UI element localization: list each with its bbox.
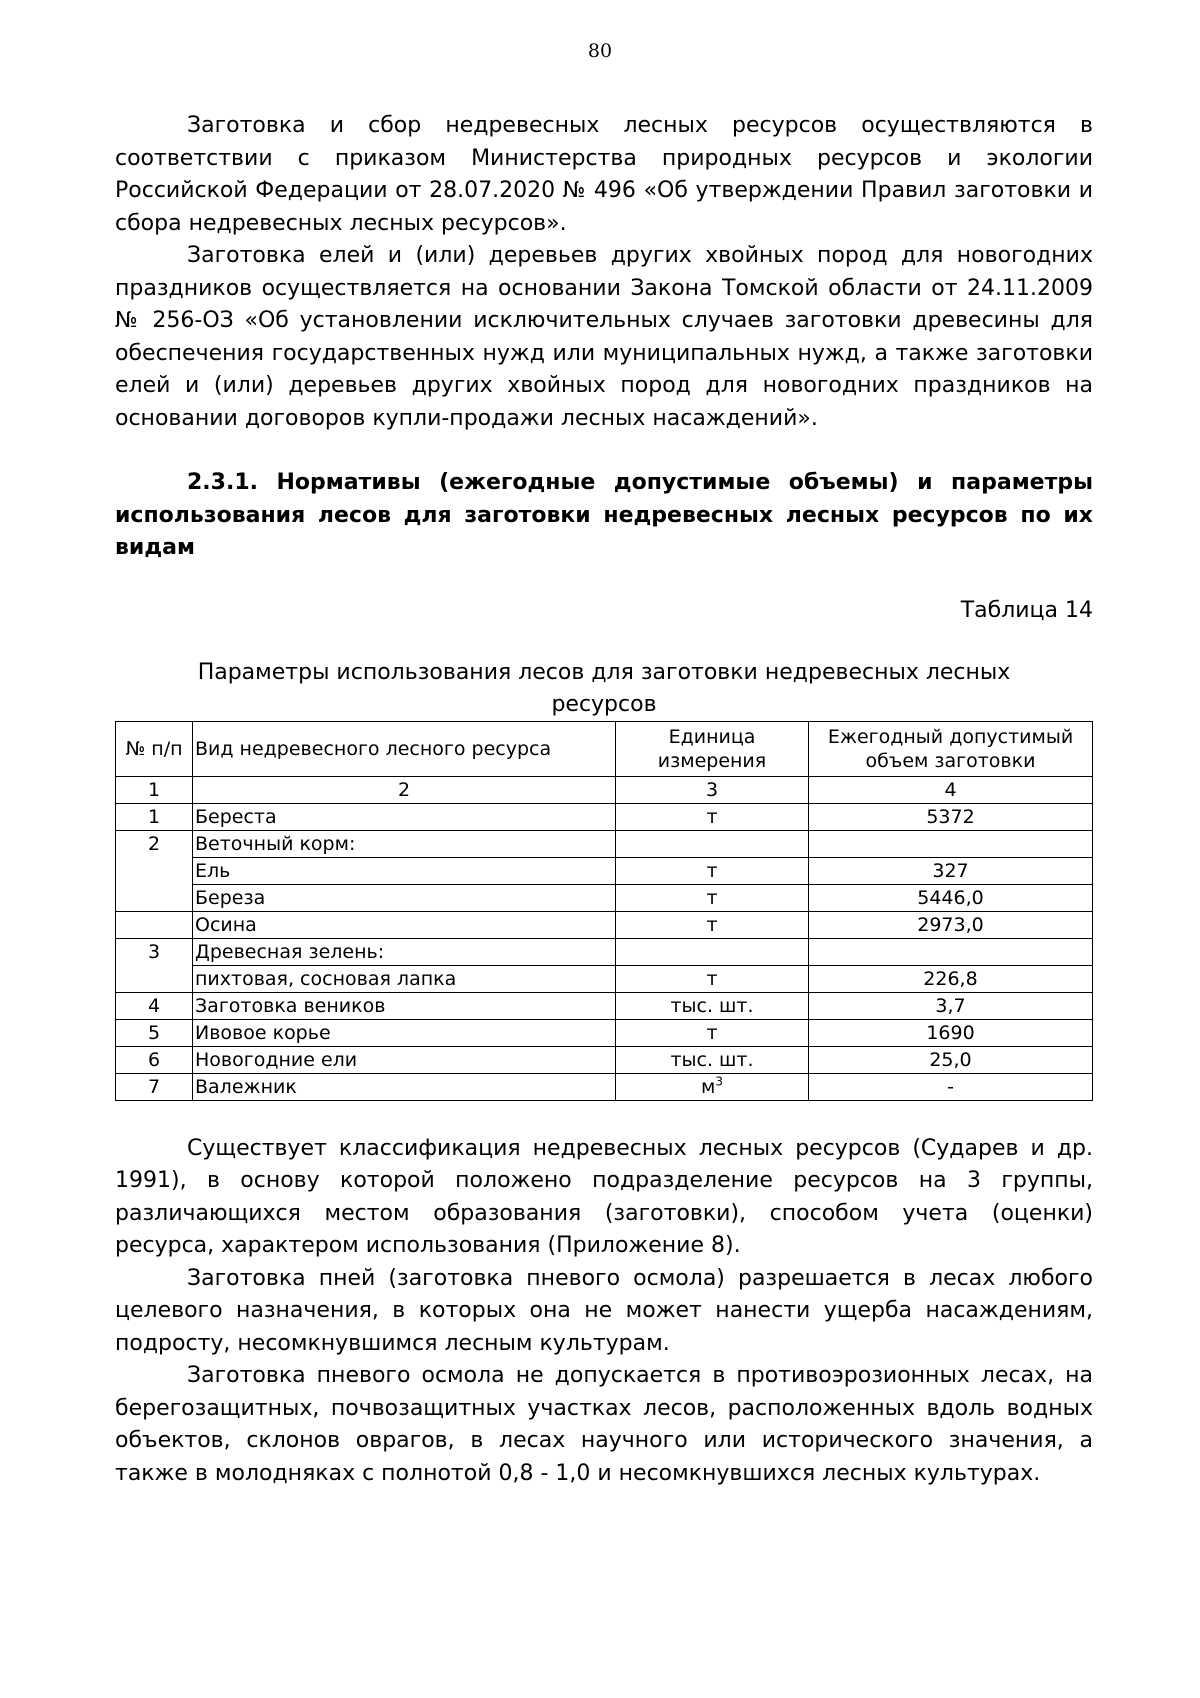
- row-volume: 25,0: [809, 1046, 1093, 1073]
- row-name: Ель: [193, 857, 616, 884]
- row-unit: т: [616, 884, 809, 911]
- paragraph: Заготовка пневого осмола не допускается в противоэрозионных лесах, на берегозащитных, почвозащитных участках лесов, расположенных вдоль водных объектов, склонов оврагов, в лесах научного или исторического значения, а также в молодняках с полнотой 0,8 - 1,0 и несомкнувшихся лесных культурах.: [115, 1363, 1093, 1486]
- row-name: Ивовое корье: [193, 1019, 616, 1046]
- row-unit: [616, 938, 809, 965]
- table-caption: Параметры использования лесов для заготовки недревесных лесных ресурсов: [197, 659, 1011, 717]
- row-volume: 5446,0: [809, 884, 1093, 911]
- row-unit: т: [616, 911, 809, 938]
- row-volume: 2973,0: [809, 911, 1093, 938]
- table-row: [116, 1073, 1093, 1100]
- row-num: 4: [116, 992, 193, 1019]
- row-volume: 3,7: [809, 992, 1093, 1019]
- row-unit: т: [616, 857, 809, 884]
- row-unit: [616, 830, 809, 857]
- table-row: [116, 803, 1093, 830]
- row-unit: т: [616, 1019, 809, 1046]
- row-unit: тыс. шт.: [616, 1046, 809, 1073]
- row-volume: 327: [809, 857, 1093, 884]
- row-volume: 1690: [809, 1019, 1093, 1046]
- row-name: пихтовая, сосновая лапка: [193, 965, 616, 992]
- row-name: Береста: [193, 803, 616, 830]
- table-row: [116, 911, 1093, 938]
- table-row: [116, 1019, 1093, 1046]
- header-volume: Ежегодный допустимый объем заготовки: [809, 721, 1093, 776]
- paragraph: Заготовка и сбор недревесных лесных ресурсов осуществляются в соответствии с приказом Министерства природных ресурсов и экологии Российской Федерации от 28.07.2020 № 496 «Об утверждении Правил заготовки и сбора недревесных лесных ресурсов».: [115, 113, 1093, 236]
- row-name: Береза: [193, 884, 616, 911]
- row-num: 1: [116, 803, 193, 830]
- table-row: [116, 830, 1093, 857]
- row-name: Валежник: [193, 1073, 616, 1100]
- row-volume: [809, 938, 1093, 965]
- column-number-row: [116, 776, 1093, 803]
- row-name: Осина: [193, 911, 616, 938]
- page-number: 80: [587, 40, 613, 62]
- table-row: [116, 857, 1093, 884]
- row-unit: м: [701, 1075, 716, 1098]
- row-num: 5: [116, 1019, 193, 1046]
- row-name: Древесная зелень:: [193, 938, 616, 965]
- paragraph: Существует классификация недревесных лесных ресурсов (Сударев и др. 1991), в основу которой положено подразделение ресурсов на 3 группы, различающихся местом образования (заготовки), способом учета (оценки) ресурса, характером использования (Приложение 8).: [115, 1135, 1093, 1258]
- table-label: Таблица 14: [960, 597, 1093, 623]
- row-volume: 5372: [809, 803, 1093, 830]
- header-unit: Единица измерения: [616, 721, 809, 776]
- row-unit: тыс. шт.: [616, 992, 809, 1019]
- table-row: [116, 938, 1093, 965]
- paragraph: Заготовка пней (заготовка пневого осмола) разрешается в лесах любого целевого назначения, в которых она не может нанести ущерба насаждениям, подросту, несомкнувшимся лесным культурам.: [115, 1265, 1093, 1356]
- resources-table: [115, 721, 1093, 1101]
- table-row: [116, 1046, 1093, 1073]
- table-row: [116, 965, 1093, 992]
- row-volume: [809, 830, 1093, 857]
- column-number: 3: [616, 776, 809, 803]
- row-unit: т: [616, 965, 809, 992]
- row-num: 6: [116, 1046, 193, 1073]
- row-num: 7: [116, 1073, 193, 1100]
- row-num: 3: [116, 938, 193, 992]
- row-num: [116, 911, 193, 938]
- table-header-row: [116, 721, 1093, 776]
- table-row: [116, 992, 1093, 1019]
- row-name: Заготовка веников: [193, 992, 616, 1019]
- row-volume: 226,8: [809, 965, 1093, 992]
- column-number: 2: [193, 776, 616, 803]
- row-num: 2: [116, 830, 193, 911]
- row-unit-cell: [616, 1073, 809, 1100]
- row-volume: -: [809, 1073, 1093, 1100]
- header-num: № п/п: [116, 721, 193, 776]
- row-name: Новогодние ели: [193, 1046, 616, 1073]
- unit-exponent: 3: [715, 1074, 723, 1089]
- page-content: [115, 110, 1093, 1490]
- column-number: 4: [809, 776, 1093, 803]
- section-heading: 2.3.1. Нормативы (ежегодные допустимые объемы) и параметры использования лесов для заготовки недревесных лесных ресурсов по их видам: [115, 470, 1093, 560]
- header-name: Вид недревесного лесного ресурса: [193, 721, 616, 776]
- column-number: 1: [116, 776, 193, 803]
- table-row: [116, 884, 1093, 911]
- row-name: Веточный корм:: [193, 830, 616, 857]
- row-unit: т: [616, 803, 809, 830]
- paragraph: Заготовка елей и (или) деревьев других хвойных пород для новогодних праздников осуществляется на основании Закона Томской области от 24.11.2009 № 256-ОЗ «Об установлении исключительных случаев заготовки древесины для обеспечения государственных нужд или муниципальных нужд, а также заготовки елей и (или) деревьев других хвойных пород для новогодних праздников на основании договоров купли-продажи лесных насаждений».: [115, 243, 1093, 431]
